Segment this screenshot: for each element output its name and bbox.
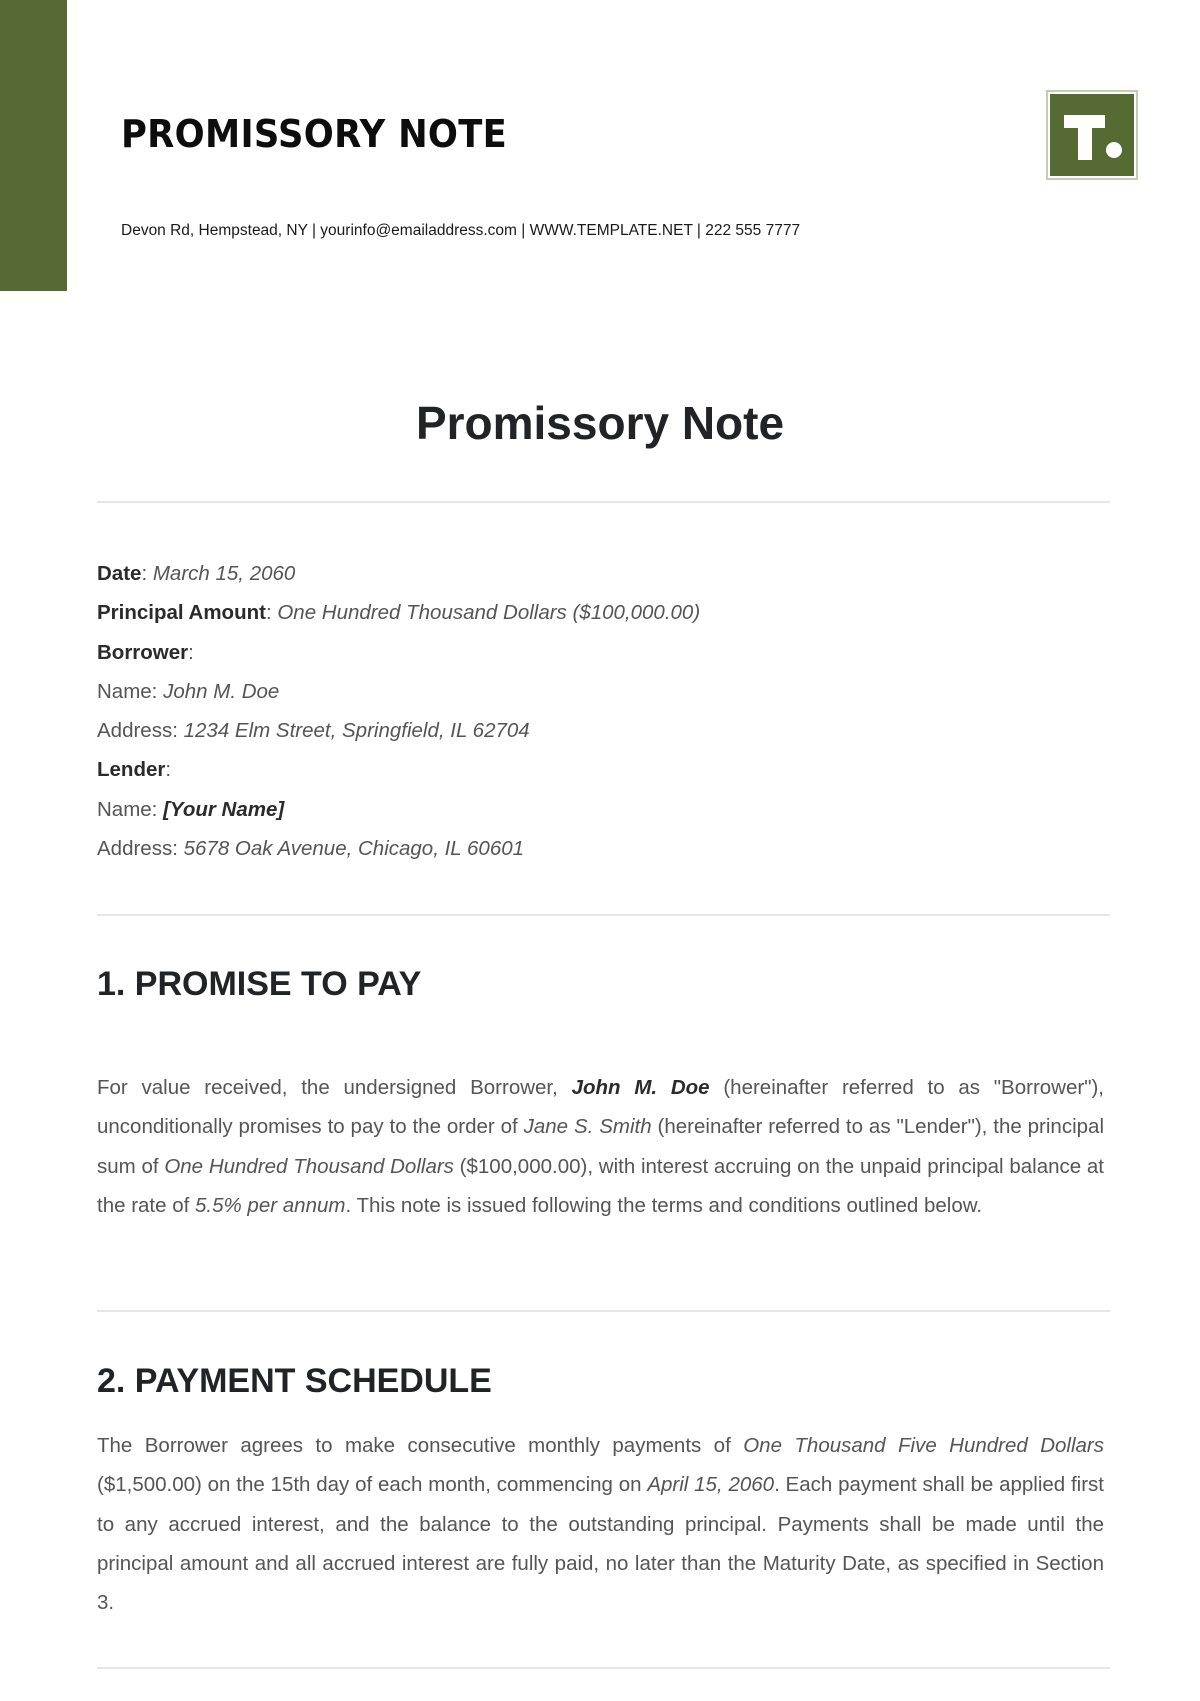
lender-name-value: [Your Name] [163, 797, 285, 821]
text: ($1,500.00) on the 15th day of each month, commencing on [97, 1473, 648, 1497]
accent-side-bar [0, 0, 67, 291]
principal-value: One Hundred Thousand Dollars ($100,000.00) [277, 601, 701, 625]
logo-t-stem [1078, 115, 1092, 160]
section-body-promise-to-pay [97, 1068, 1104, 1225]
divider [97, 1667, 1110, 1669]
date-label: Date [97, 562, 142, 585]
lender-address-value: 5678 Oak Avenue, Chicago, IL 60601 [183, 837, 525, 861]
date-value: March 15, 2060 [152, 562, 296, 585]
borrower-name-inline: John M. Doe [571, 1076, 710, 1099]
lender-label: Lender [97, 758, 166, 782]
text: ($100,000.00), with interest accruing on the unpaid principal balance at the rate of [97, 1154, 1104, 1217]
template-logo-icon [1048, 92, 1136, 178]
principal-label: Principal Amount [97, 601, 266, 625]
borrower-heading: Borrower: [97, 640, 194, 664]
text: The Borrower agrees to make consecutive monthly payments of [97, 1434, 744, 1457]
amount-words-inline: One Hundred Thousand Dollars [164, 1154, 454, 1178]
lender-address-label: Address: [97, 837, 178, 861]
interest-rate-inline: 5.5% per annum [195, 1193, 346, 1217]
lender-name-inline: Jane S. Smith [523, 1115, 652, 1139]
section-heading-payment-schedule: 2. PAYMENT SCHEDULE [97, 1362, 492, 1400]
section-heading-promise-to-pay: 1. PROMISE TO PAY [97, 965, 422, 1003]
borrower-name-label: Name: [97, 679, 158, 703]
borrower-name-field [97, 672, 1110, 711]
date-field: Date: March 15, 2060 [97, 562, 296, 585]
section-body-payment-schedule [97, 1426, 1104, 1622]
borrower-address-value: 1234 Elm Street, Springfield, IL 62704 [183, 719, 530, 743]
logo-dot [1106, 142, 1122, 158]
text: . This note is issued following the terms and conditions outlined below. [345, 1193, 983, 1217]
text: (hereinafter referred to as "Borrower"), unconditionally promises to pay to the order of [97, 1076, 1105, 1139]
lender-name-field [97, 790, 1110, 829]
borrower-address-field [97, 711, 1110, 750]
contact-line: Devon Rd, Hempstead, NY | yourinfo@emailaddress.com | WWW.TEMPLATE.NET | 222 555 7777 [121, 222, 801, 239]
note-details [97, 554, 1110, 868]
borrower-name-value: John M. Doe [163, 679, 280, 703]
borrower-address-label: Address: [97, 719, 178, 743]
document-title: Promissory Note [415, 397, 785, 449]
lender-name-label: Name: [97, 797, 158, 821]
lender-heading: Lender: [97, 758, 172, 782]
divider [97, 914, 1110, 916]
text: . Each payment shall be applied first to any accrued interest, and the balance to the outstanding principal. Payments shall be made until the principal amount and all accrued interest are fully paid, no later than the Maturity Date, as specified in Section 3. [97, 1473, 1105, 1615]
start-date-inline: April 15, 2060 [647, 1473, 775, 1497]
payment-amount-inline: One Thousand Five Hundred Dollars [743, 1434, 1104, 1457]
text: For value received, the undersigned Borrower, [97, 1076, 572, 1099]
divider [97, 1310, 1110, 1312]
borrower-label: Borrower [97, 640, 189, 664]
text: (hereinafter referred to as "Lender"), the principal sum of [97, 1115, 1104, 1178]
brand-title: PROMISSORY NOTE [121, 112, 508, 156]
lender-address-field [97, 829, 1110, 868]
divider [97, 501, 1110, 503]
principal-field: Principal Amount: One Hundred Thousand Dollars ($100,000.00) [97, 601, 701, 625]
